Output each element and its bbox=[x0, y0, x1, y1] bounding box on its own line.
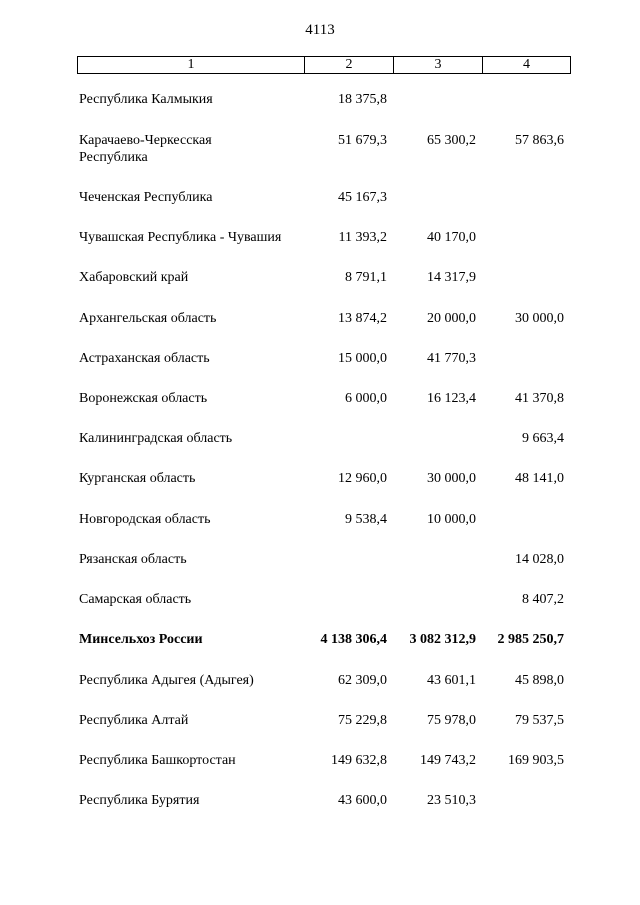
table-row bbox=[0, 591, 640, 631]
row-value-col4: 79 537,5 bbox=[515, 713, 564, 728]
row-value-col3: 10 000,0 bbox=[427, 512, 476, 527]
table-row bbox=[0, 792, 640, 832]
row-value-col3: 43 601,1 bbox=[427, 673, 476, 688]
row-label: Хабаровский край bbox=[79, 270, 189, 285]
row-label: Чувашская Республика - Чувашия bbox=[79, 230, 282, 245]
row-value-col2: 11 393,2 bbox=[338, 230, 387, 245]
row-value-col2: 12 960,0 bbox=[338, 471, 387, 486]
row-label: Республика Башкортостан bbox=[79, 753, 236, 768]
table-row bbox=[0, 551, 640, 591]
table-row bbox=[0, 511, 640, 551]
page-number: 4113 bbox=[305, 22, 335, 38]
row-value-col4: 45 898,0 bbox=[515, 673, 564, 688]
column-header-4: 4 bbox=[523, 57, 530, 72]
row-value-col3: 3 082 312,9 bbox=[409, 632, 476, 647]
table-row bbox=[0, 712, 640, 752]
row-label: Республика Бурятия bbox=[79, 793, 200, 808]
row-value-col2: 8 791,1 bbox=[345, 270, 387, 285]
row-value-col4: 30 000,0 bbox=[515, 311, 564, 326]
column-header-3: 3 bbox=[394, 57, 483, 73]
table-row bbox=[0, 350, 640, 390]
table-row bbox=[0, 310, 640, 350]
row-value-col4: 41 370,8 bbox=[515, 391, 564, 406]
row-value-col2: 51 679,3 bbox=[338, 133, 387, 148]
row-label: Рязанская область bbox=[79, 552, 187, 567]
row-value-col3: 40 170,0 bbox=[427, 230, 476, 245]
row-label: Чеченская Республика bbox=[79, 190, 213, 205]
row-label: Минсельхоз России bbox=[79, 632, 203, 647]
row-value-col4: 48 141,0 bbox=[515, 471, 564, 486]
table-row bbox=[0, 672, 640, 712]
column-header-1: 1 bbox=[78, 57, 305, 73]
row-value-col3: 30 000,0 bbox=[427, 471, 476, 486]
row-label: Калининградская область bbox=[79, 431, 233, 446]
row-label: Астраханская область bbox=[79, 351, 210, 366]
row-label: Курганская область bbox=[79, 471, 196, 486]
row-value-col2: 13 874,2 bbox=[338, 311, 387, 326]
row-value-col2: 45 167,3 bbox=[338, 190, 387, 205]
column-header-2: 2 bbox=[305, 57, 394, 73]
row-label: Архангельская область bbox=[79, 311, 217, 326]
row-value-col2: 62 309,0 bbox=[338, 673, 387, 688]
row-value-col2: 75 229,8 bbox=[338, 713, 387, 728]
row-label: Карачаево-Черкесская Республика bbox=[79, 133, 212, 165]
column-header-row bbox=[77, 56, 571, 74]
table-row bbox=[0, 132, 640, 172]
row-value-col3: 75 978,0 bbox=[427, 713, 476, 728]
table-row bbox=[0, 91, 640, 131]
row-value-col3: 20 000,0 bbox=[427, 311, 476, 326]
row-value-col2: 6 000,0 bbox=[345, 391, 387, 406]
row-value-col4: 8 407,2 bbox=[522, 592, 564, 607]
row-value-col4: 169 903,5 bbox=[508, 753, 564, 768]
row-value-col3: 16 123,4 bbox=[427, 391, 476, 406]
table-row bbox=[0, 430, 640, 470]
row-label: Республика Калмыкия bbox=[79, 92, 213, 107]
row-label: Республика Алтай bbox=[79, 713, 189, 728]
row-value-col3: 149 743,2 bbox=[420, 753, 476, 768]
table-row bbox=[0, 229, 640, 269]
row-value-col2: 149 632,8 bbox=[331, 753, 387, 768]
row-value-col3: 14 317,9 bbox=[427, 270, 476, 285]
row-label: Самарская область bbox=[79, 592, 192, 607]
table-row bbox=[0, 631, 640, 671]
row-label: Воронежская область bbox=[79, 391, 208, 406]
row-value-col4: 57 863,6 bbox=[515, 133, 564, 148]
row-value-col2: 18 375,8 bbox=[338, 92, 387, 107]
row-value-col3: 65 300,2 bbox=[427, 133, 476, 148]
row-label: Новгородская область bbox=[79, 512, 211, 527]
table-row bbox=[0, 752, 640, 792]
table-row bbox=[0, 470, 640, 510]
row-value-col3: 41 770,3 bbox=[427, 351, 476, 366]
row-value-col2: 43 600,0 bbox=[338, 793, 387, 808]
row-value-col2: 4 138 306,4 bbox=[320, 632, 387, 647]
table-row bbox=[0, 189, 640, 229]
table-row bbox=[0, 269, 640, 309]
table-row bbox=[0, 390, 640, 430]
row-value-col2: 15 000,0 bbox=[338, 351, 387, 366]
row-value-col4: 14 028,0 bbox=[515, 552, 564, 567]
row-value-col4: 9 663,4 bbox=[522, 431, 564, 446]
row-value-col3: 23 510,3 bbox=[427, 793, 476, 808]
row-value-col2: 9 538,4 bbox=[345, 512, 387, 527]
row-value-col4: 2 985 250,7 bbox=[497, 632, 564, 647]
row-label: Республика Адыгея (Адыгея) bbox=[79, 673, 254, 688]
